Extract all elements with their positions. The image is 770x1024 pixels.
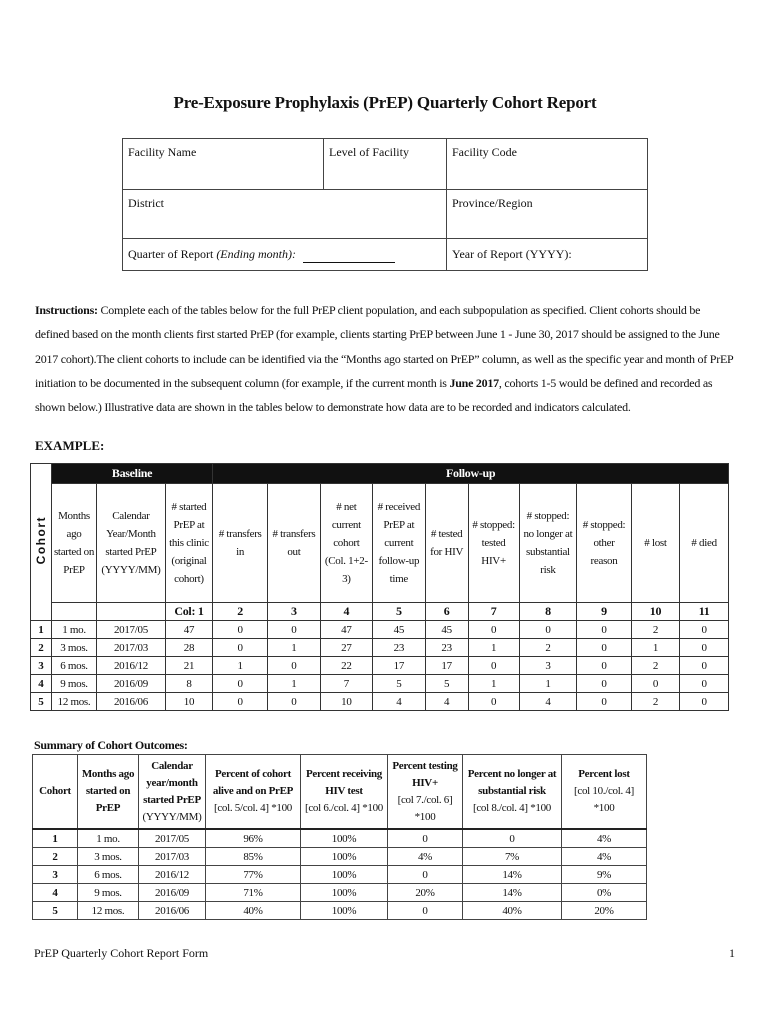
value-cell: 0 (213, 621, 268, 639)
summary-percent-cell: 100% (301, 866, 388, 884)
summary-header-pct-testing-text: Percent testing HIV+ (392, 759, 458, 789)
months-ago-cell: 1 mo. (51, 621, 97, 639)
value-cell: 0 (213, 675, 268, 693)
summary-months-ago-cell: 6 mos. (78, 866, 139, 884)
summary-percent-cell: 4% (388, 848, 463, 866)
row-number: 2 (31, 639, 52, 657)
summary-percent-cell: 4% (562, 829, 647, 848)
summary-percent-cell: 100% (301, 829, 388, 848)
quarter-of-report-label: Quarter of Report (128, 246, 214, 261)
quarter-blank-line (303, 247, 395, 263)
level-of-facility-field[interactable] (324, 139, 447, 190)
summary-months-ago-cell: 3 mos. (78, 848, 139, 866)
summary-calendar-month-cell: 2016/09 (139, 884, 206, 902)
summary-percent-cell: 100% (301, 884, 388, 902)
value-cell: 10 (320, 693, 372, 711)
col-number: 7 (468, 603, 519, 621)
value-cell: 0 (577, 657, 632, 675)
summary-percent-cell: 40% (463, 902, 562, 920)
table-row (33, 848, 647, 866)
summary-percent-cell: 7% (463, 848, 562, 866)
column-number-row (31, 603, 729, 621)
followup-band: Follow-up (213, 464, 729, 484)
col-number-blank (97, 603, 165, 621)
header-months-ago: Months ago started on PrEP (51, 484, 97, 603)
summary-header-pct-lost-formula: [col 10./col. 4] *100 (574, 785, 634, 814)
summary-header-pct-no-longer-text: Percent no longer at substantial risk (467, 768, 557, 797)
value-cell: 17 (372, 657, 425, 675)
summary-percent-cell: 0% (562, 884, 647, 902)
value-cell: 1 (267, 639, 320, 657)
value-cell: 1 (267, 675, 320, 693)
facility-name-field[interactable] (123, 139, 324, 190)
instructions-part1: Complete each of the tables below for the full PrEP client population, and each subpopulation as specified. Client cohorts should be defined based on the month clients first started PrEP (for example, clients starting PrEP between June 1 - June 30, 2017 should be assigned to the June 2017 cohort).The client cohorts to include can be identified via the “Months ago started on PrEP” column, as well as the specific year and month of PrEP initiation to be documented in the subsequent column (for example, if the current month is (35, 303, 734, 390)
summary-months-ago-cell: 12 mos. (78, 902, 139, 920)
months-ago-cell: 6 mos. (51, 657, 97, 675)
table-row (31, 639, 729, 657)
summary-header-pct-no-longer-formula: [col 8./col. 4] *100 (472, 802, 551, 814)
value-cell: 2 (519, 639, 577, 657)
value-cell: 0 (680, 693, 729, 711)
value-cell: 21 (165, 657, 213, 675)
value-cell: 0 (680, 639, 729, 657)
table-row (31, 675, 729, 693)
col-number: 10 (631, 603, 679, 621)
summary-header-calendar (139, 755, 206, 830)
col-number-blank (51, 603, 97, 621)
calendar-month-cell: 2016/12 (97, 657, 165, 675)
value-cell: 0 (267, 693, 320, 711)
summary-percent-cell: 0 (463, 829, 562, 848)
header-died: # died (680, 484, 729, 603)
facility-code-label: Facility Code (452, 145, 517, 159)
header-transfers-out: # transfers out (267, 484, 320, 603)
value-cell: 27 (320, 639, 372, 657)
value-cell: 2 (631, 657, 679, 675)
facility-code-field[interactable] (447, 139, 648, 190)
summary-header-pct-testing-formula: [col 7./col. 6] *100 (397, 793, 453, 823)
col-number: Col: 1 (165, 603, 213, 621)
summary-percent-cell: 96% (206, 829, 301, 848)
value-cell: 0 (468, 657, 519, 675)
header-started: # started PrEP at this clinic (original cohort) (165, 484, 213, 603)
facility-info-table (122, 138, 648, 271)
instructions-part2: , cohorts 1-5 would be defined and recorded as shown below.) Illustrative data are shown in the tables below to demonstrate how data are to be recorded and indicators calculated. (35, 375, 713, 415)
value-cell: 4 (372, 693, 425, 711)
value-cell: 0 (267, 657, 320, 675)
value-cell: 0 (213, 693, 268, 711)
header-tested: # tested for HIV (425, 484, 468, 603)
summary-header-pct-no-longer (463, 755, 562, 830)
value-cell: 4 (519, 693, 577, 711)
col-number: 4 (320, 603, 372, 621)
value-cell: 47 (320, 621, 372, 639)
value-cell: 0 (577, 693, 632, 711)
table-row (33, 829, 647, 848)
facility-name-label: Facility Name (128, 145, 197, 159)
summary-percent-cell: 0 (388, 829, 463, 848)
value-cell: 47 (165, 621, 213, 639)
cohort-vertical-header (31, 464, 52, 621)
summary-percent-cell: 0 (388, 902, 463, 920)
summary-header-calendar-format: (YYYY/MM) (142, 810, 202, 823)
header-stopped-risk: # stopped: no longer at substantial risk (519, 484, 577, 603)
header-lost: # lost (631, 484, 679, 603)
table-row (31, 693, 729, 711)
summary-percent-cell: 100% (301, 902, 388, 920)
row-number: 3 (31, 657, 52, 675)
row-number: 5 (31, 693, 52, 711)
summary-percent-cell: 71% (206, 884, 301, 902)
value-cell: 7 (320, 675, 372, 693)
cohort-table (30, 463, 729, 711)
district-label: District (128, 196, 164, 210)
header-transfers-in: # transfers in (213, 484, 268, 603)
value-cell: 0 (680, 675, 729, 693)
col-number: 3 (267, 603, 320, 621)
summary-header-pct-cohort-formula: [col. 5/col. 4] *100 (213, 802, 292, 814)
summary-months-ago-cell: 1 mo. (78, 829, 139, 848)
value-cell: 1 (213, 657, 268, 675)
summary-percent-cell: 20% (562, 902, 647, 920)
summary-percent-cell: 14% (463, 884, 562, 902)
value-cell: 23 (425, 639, 468, 657)
value-cell: 0 (468, 621, 519, 639)
summary-table (32, 754, 647, 920)
value-cell: 1 (468, 675, 519, 693)
province-region-label: Province/Region (452, 196, 533, 210)
summary-percent-cell: 100% (301, 848, 388, 866)
value-cell: 0 (468, 693, 519, 711)
summary-percent-cell: 85% (206, 848, 301, 866)
value-cell: 0 (577, 675, 632, 693)
value-cell: 45 (425, 621, 468, 639)
col-number: 5 (372, 603, 425, 621)
summary-calendar-month-cell: 2016/12 (139, 866, 206, 884)
summary-calendar-month-cell: 2017/05 (139, 829, 206, 848)
table-row (31, 657, 729, 675)
value-cell: 22 (320, 657, 372, 675)
summary-percent-cell: 20% (388, 884, 463, 902)
value-cell: 0 (577, 639, 632, 657)
table-row (33, 866, 647, 884)
value-cell: 2 (631, 621, 679, 639)
summary-header-cohort: Cohort (33, 755, 78, 830)
example-label: EXAMPLE: (35, 438, 105, 453)
calendar-month-cell: 2016/06 (97, 693, 165, 711)
instructions-lead: Instructions: (35, 303, 98, 317)
row-number: 4 (31, 675, 52, 693)
summary-header-pct-cohort-text: Percent of cohort alive and on PrEP (212, 768, 294, 797)
summary-header-pct-cohort (206, 755, 301, 830)
summary-header-pct-lost-text: Percent lost (578, 768, 630, 780)
months-ago-cell: 3 mos. (51, 639, 97, 657)
level-of-facility-label: Level of Facility (329, 145, 409, 159)
col-number: 11 (680, 603, 729, 621)
table-row (33, 884, 647, 902)
value-cell: 0 (631, 675, 679, 693)
summary-header-pct-receiving-formula: [col 6./col. 4] *100 (304, 802, 383, 814)
header-stopped-hiv: # stopped: tested HIV+ (468, 484, 519, 603)
col-number: 2 (213, 603, 268, 621)
quarter-of-report-field[interactable] (123, 239, 447, 271)
summary-cohort-number: 1 (33, 829, 78, 848)
value-cell: 5 (372, 675, 425, 693)
summary-months-ago-cell: 9 mos. (78, 884, 139, 902)
value-cell: 45 (372, 621, 425, 639)
summary-cohort-number: 3 (33, 866, 78, 884)
header-net-cohort: # net current cohort (Col. 1+2-3) (320, 484, 372, 603)
table-row (33, 902, 647, 920)
summary-label: Summary of Cohort Outcomes: (34, 738, 188, 752)
months-ago-cell: 9 mos. (51, 675, 97, 693)
summary-header-pct-receiving (301, 755, 388, 830)
page-title: Pre-Exposure Prophylaxis (PrEP) Quarterly Cohort Report (173, 93, 597, 112)
value-cell: 1 (631, 639, 679, 657)
province-region-field[interactable] (447, 190, 648, 239)
summary-calendar-month-cell: 2016/06 (139, 902, 206, 920)
summary-header-calendar-text: Calendar year/month started PrEP (143, 759, 201, 806)
value-cell: 0 (267, 621, 320, 639)
value-cell: 1 (468, 639, 519, 657)
value-cell: 4 (425, 693, 468, 711)
col-number: 6 (425, 603, 468, 621)
table-row (31, 621, 729, 639)
value-cell: 1 (519, 675, 577, 693)
summary-cohort-number: 5 (33, 902, 78, 920)
value-cell: 3 (519, 657, 577, 675)
value-cell: 28 (165, 639, 213, 657)
cohort-vertical-label: Cohort (33, 515, 48, 565)
summary-calendar-month-cell: 2017/03 (139, 848, 206, 866)
calendar-month-cell: 2017/03 (97, 639, 165, 657)
footer-form-name: PrEP Quarterly Cohort Report Form (34, 946, 209, 960)
year-of-report-label: Year of Report (YYYY): (452, 247, 572, 261)
summary-header-pct-receiving-text: Percent receiving HIV test (305, 768, 383, 797)
value-cell: 17 (425, 657, 468, 675)
value-cell: 5 (425, 675, 468, 693)
col-number: 8 (519, 603, 577, 621)
summary-header-months-ago: Months ago started on PrEP (78, 755, 139, 830)
summary-cohort-number: 2 (33, 848, 78, 866)
year-of-report-field[interactable] (447, 239, 648, 271)
header-stopped-other: # stopped: other reason (577, 484, 632, 603)
value-cell: 23 (372, 639, 425, 657)
value-cell: 2 (631, 693, 679, 711)
summary-percent-cell: 9% (562, 866, 647, 884)
instructions-paragraph (35, 298, 737, 419)
summary-percent-cell: 4% (562, 848, 647, 866)
summary-percent-cell: 14% (463, 866, 562, 884)
value-cell: 8 (165, 675, 213, 693)
footer-page-number: 1 (729, 946, 735, 960)
baseline-band: Baseline (51, 464, 213, 484)
value-cell: 0 (519, 621, 577, 639)
calendar-month-cell: 2016/09 (97, 675, 165, 693)
summary-cohort-number: 4 (33, 884, 78, 902)
summary-percent-cell: 0 (388, 866, 463, 884)
summary-header-pct-lost (562, 755, 647, 830)
header-received: # received PrEP at current follow-up time (372, 484, 425, 603)
summary-percent-cell: 40% (206, 902, 301, 920)
summary-percent-cell: 77% (206, 866, 301, 884)
value-cell: 0 (680, 657, 729, 675)
header-calendar: Calendar Year/Month started PrEP (YYYY/MM) (97, 484, 165, 603)
summary-header-pct-testing (388, 755, 463, 830)
row-number: 1 (31, 621, 52, 639)
quarter-hint: (Ending month): (216, 246, 296, 261)
value-cell: 0 (577, 621, 632, 639)
instructions-bold-month: June 2017 (449, 375, 499, 390)
col-number: 9 (577, 603, 632, 621)
calendar-month-cell: 2017/05 (97, 621, 165, 639)
value-cell: 0 (213, 639, 268, 657)
value-cell: 10 (165, 693, 213, 711)
months-ago-cell: 12 mos. (51, 693, 97, 711)
value-cell: 0 (680, 621, 729, 639)
district-field[interactable] (123, 190, 447, 239)
